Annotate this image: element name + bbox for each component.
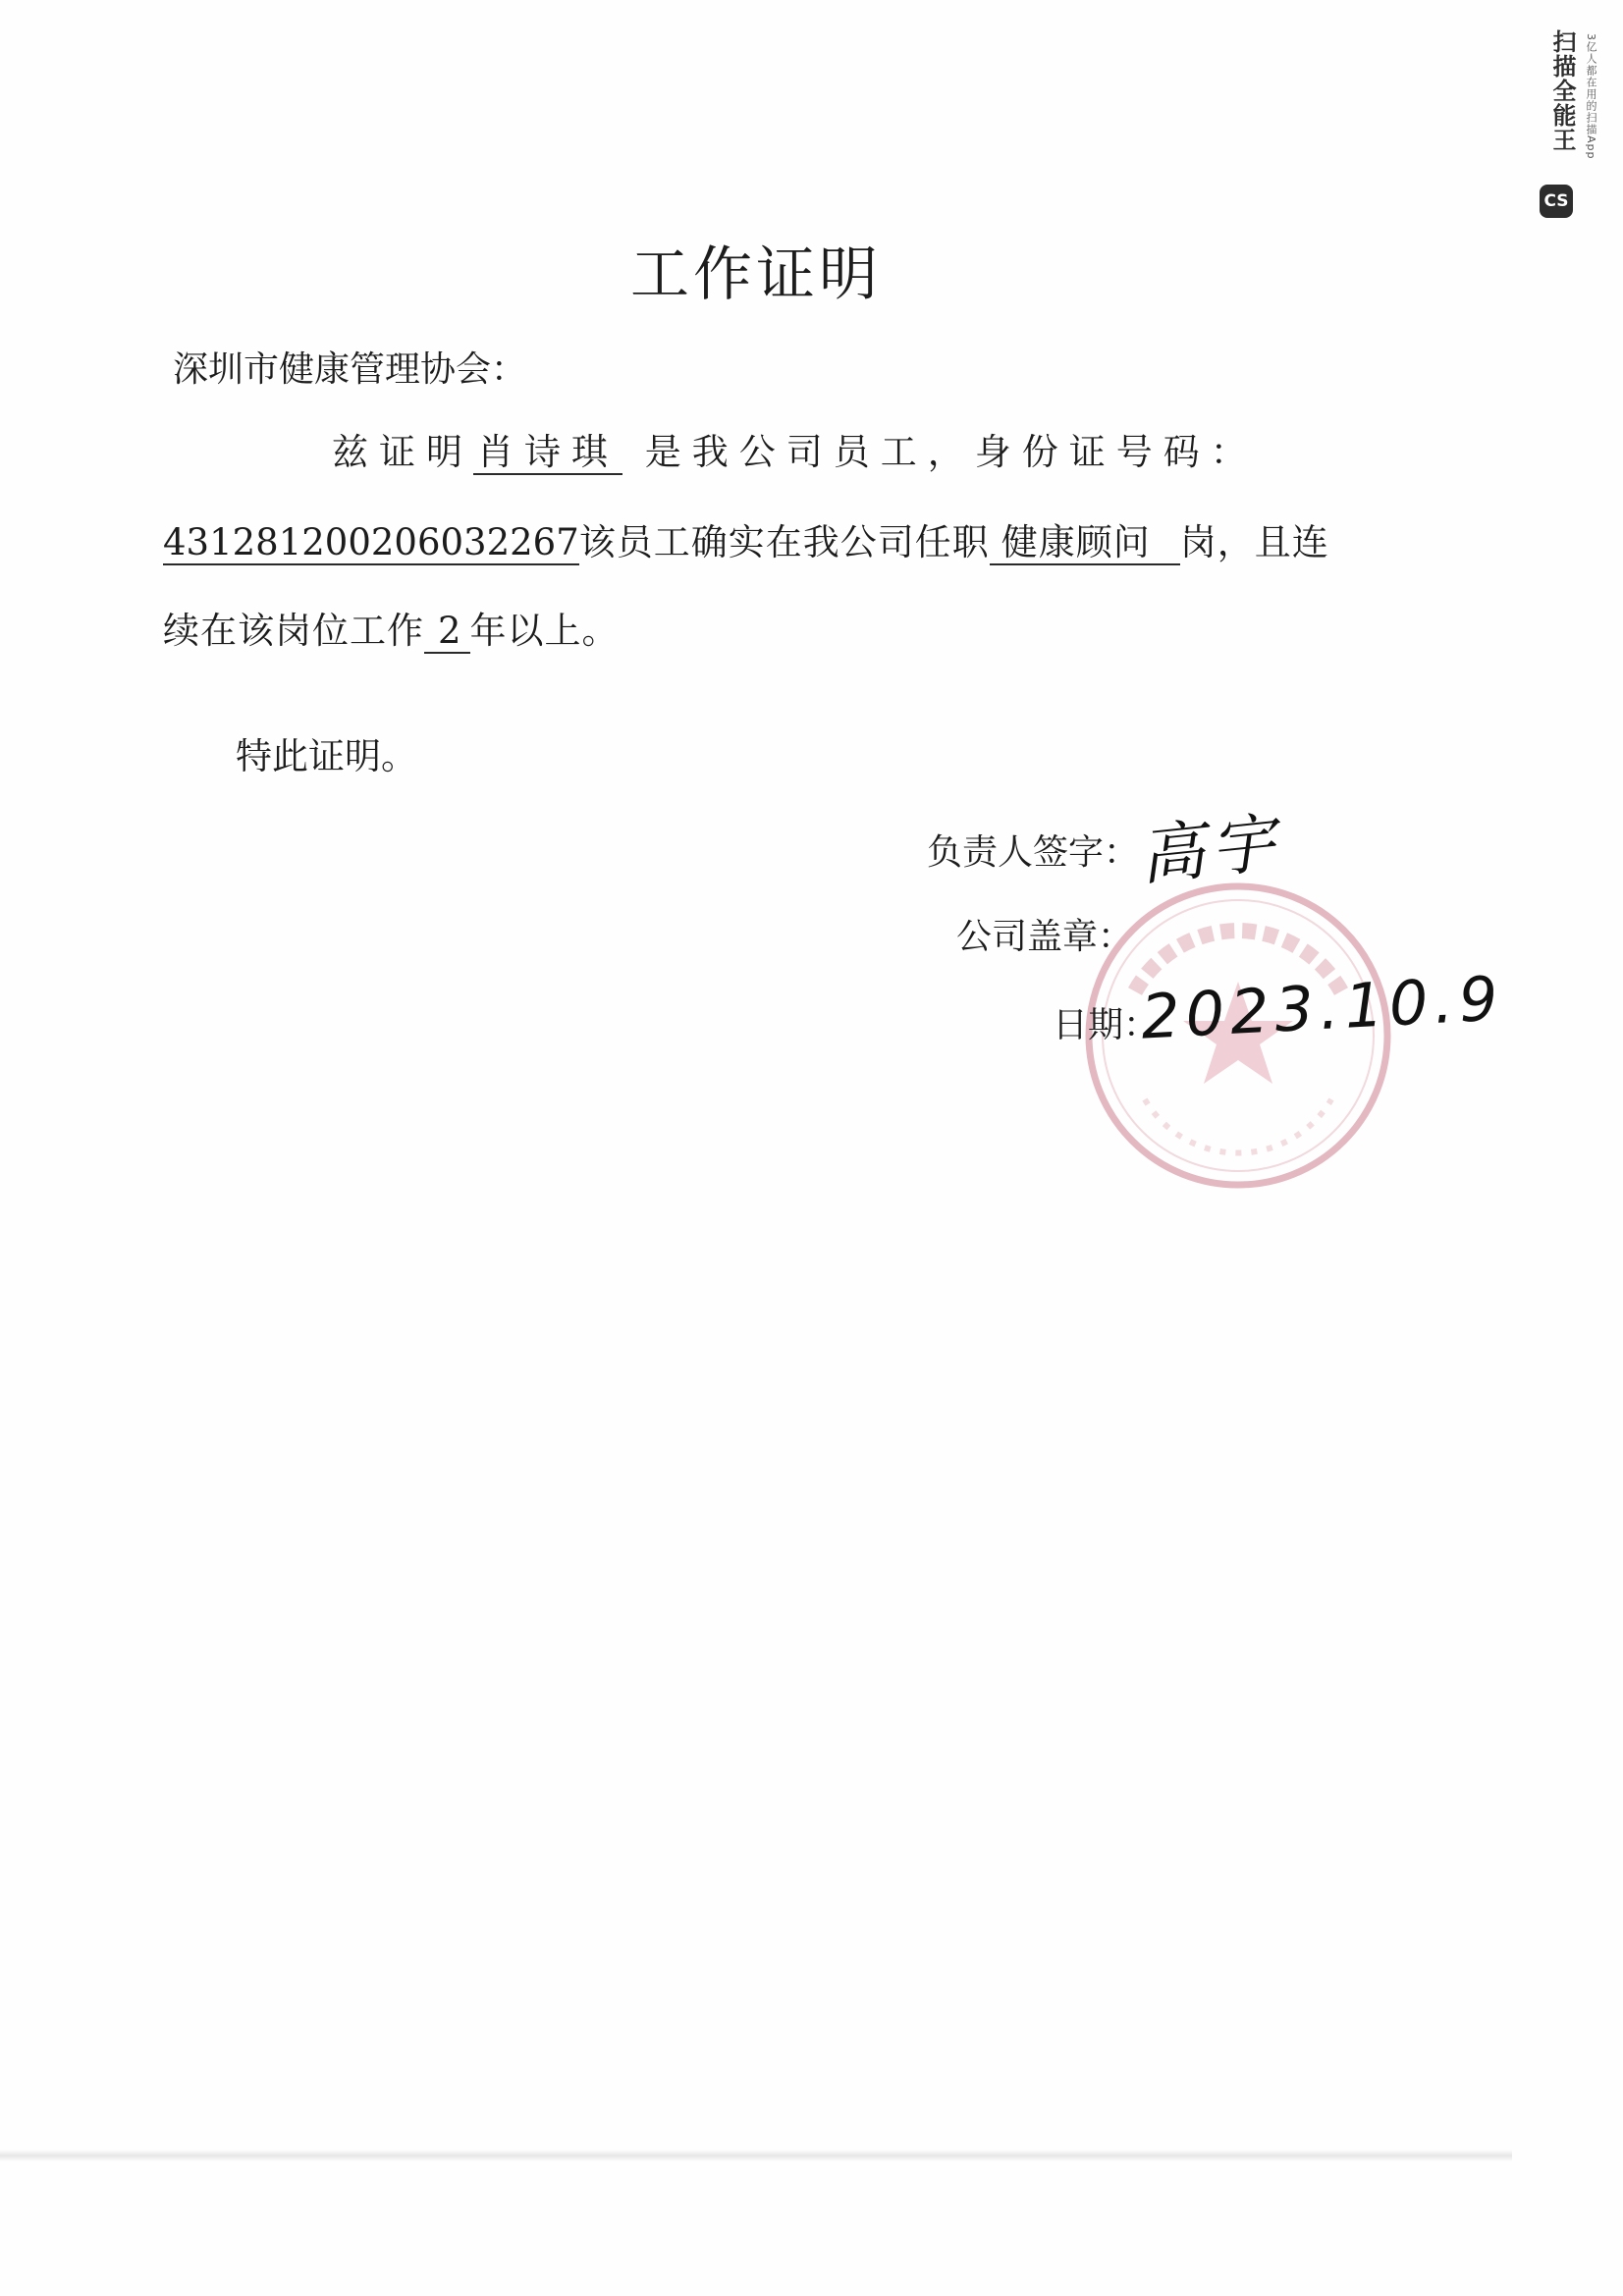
paragraph-line-1 xyxy=(332,422,1258,475)
closing-statement: 特此证明。 xyxy=(236,735,417,777)
scanner-app-name: 扫描全能王 xyxy=(1548,29,1576,152)
employee-name-field: 肖诗琪 xyxy=(473,433,622,475)
scanner-app-badge xyxy=(1540,29,1610,226)
document-title: 工作证明 xyxy=(630,240,882,309)
paragraph-line-2 xyxy=(163,512,1329,565)
handwritten-date: 2023.10.9 xyxy=(1139,962,1506,1053)
line2-middle: 该员工确实在我公司任职 xyxy=(578,521,990,563)
line1-prefix: 兹证明 xyxy=(332,431,473,473)
id-number-field: 431281200206032267 xyxy=(163,521,579,563)
salutation: 深圳市健康管理协会： xyxy=(173,349,527,390)
signatory-label: 负责人签字： xyxy=(927,832,1140,873)
handwritten-signature: 高宇 xyxy=(1135,804,1285,895)
scanner-app-tagline: 3亿人都在用的扫描App xyxy=(1585,33,1597,160)
cs-logo-icon: CS xyxy=(1540,185,1573,218)
company-seal-label: 公司盖章： xyxy=(956,917,1134,957)
line3-suffix: 年以上。 xyxy=(469,610,620,652)
years-field: 2 xyxy=(424,612,470,654)
paragraph-line-3 xyxy=(163,601,620,654)
position-field: 健康顾问 xyxy=(990,523,1180,565)
line1-suffix: 是我公司员工，身份证号码： xyxy=(644,431,1258,473)
line2-suffix: 岗，且连 xyxy=(1179,521,1329,563)
scan-edge-shadow xyxy=(0,2150,1512,2162)
date-label: 日期： xyxy=(1053,1005,1160,1045)
line3-prefix: 续在该岗位工作 xyxy=(163,610,424,652)
